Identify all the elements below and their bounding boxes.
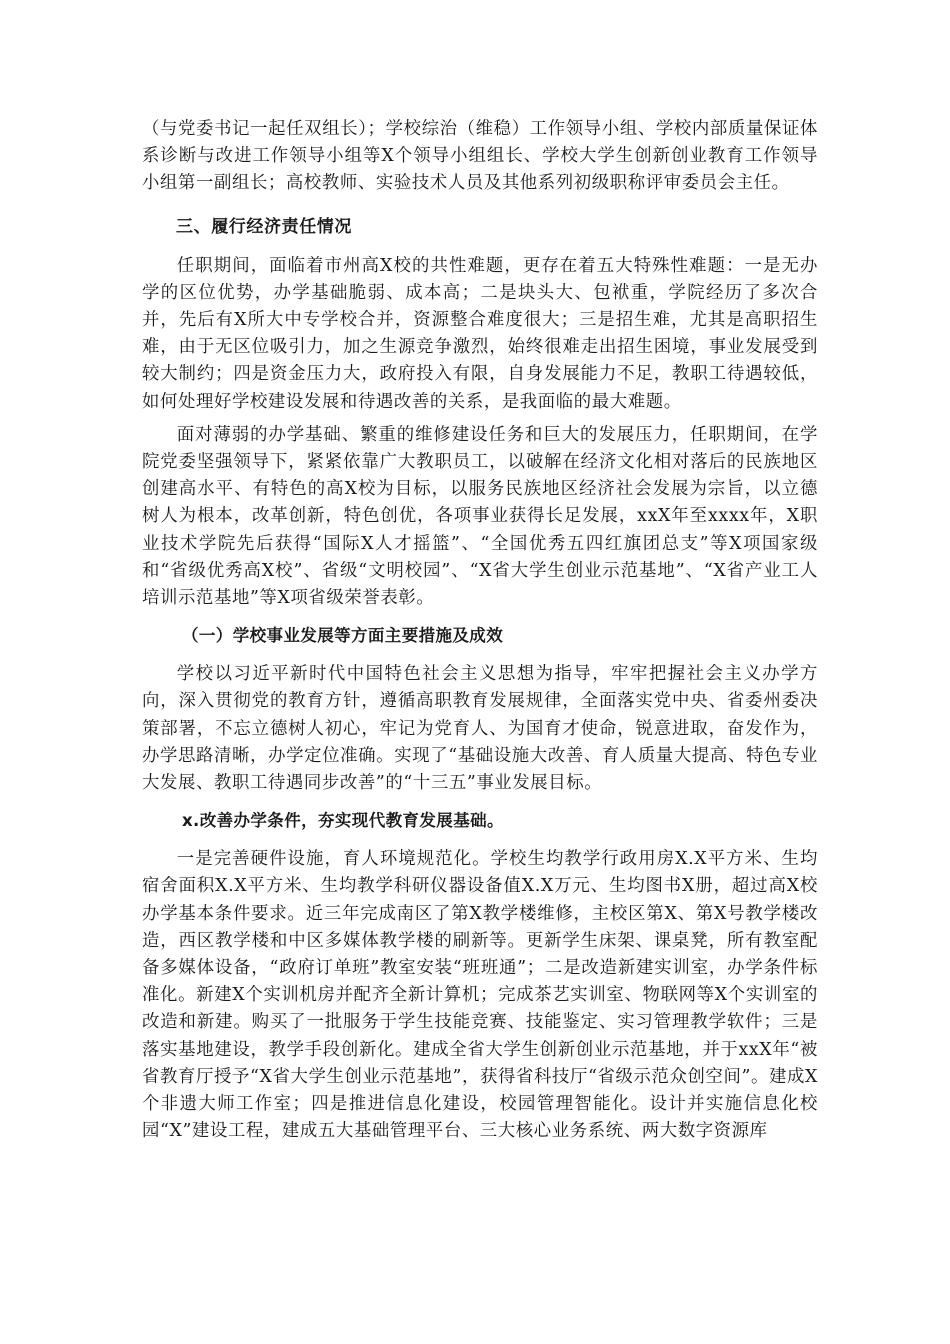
section-heading-economic-responsibility: 三、履行经济责任情况: [176, 216, 352, 237]
guidance-paragraph: 学校以习近平新时代中国特色社会主义思想为指导，牢牢把握社会主义办学方向，深入贯彻党的教育方针，遵循高职教育发展规律，全面落实党中央、省委州委决策部署，不忘立德树人初心，牢记为党育人、为国育才使命，锐意进取，奋发作为，办学思路清晰，办学定位准确。实现了“基础设施大改善、育人质量大提高、特色专业大发展、教职工待遇同步改善”的“十三五”事业发展目标。: [142, 664, 818, 794]
conditions-paragraph: 一是完善硬件设施，育人环境规范化。学校生均教学行政用房X.X平方米、生均宿舍面积X.X平方米、生均教学科研仪器设备值X.X万元、生均图书X册，超过高X校办学基本条件要求。近三年完成南区了第X教学楼维修，主校区第X、第X号教学楼改造，西区教学楼和中区多媒体教学楼的刷新等。更新学生床架、课桌凳，所有教室配备多媒体设备，“政府订单班”教室安装“班班通”；二是改造新建实训室，办学条件标准化。新建X个实训机房并配齐全新计算机；完成茶艺实训室、物联网等X个实训室的改造和新建。购买了一批服务于学生技能竞赛、技能鉴定、实习管理教学软件；三是落实基地建设，教学手段创新化。建成全省大学生创新创业示范基地，并于xxX年“被省教育厅授予“X省大学生创业示范基地”，获得省科技厅“省级示范众创空间”。建成X个非遗大师工作室；四是推进信息化建设，校园管理智能化。设计并实施信息化校园“X”建设工程，建成五大基础管理平台、三大核心业务系统、两大数字资源库: [142, 849, 818, 1142]
subsection-heading-measures: （一）学校事业发展等方面主要措施及成效: [182, 626, 504, 646]
document-page: [142, 116, 818, 1146]
item-heading-conditions: x.改善办学条件，夯实现代教育发展基础。: [182, 811, 504, 831]
response-paragraph: 面对薄弱的办学基础、繁重的维修建设任务和巨大的发展压力，任职期间，在学院党委坚强领导下，紧紧依靠广大教职员工，以破解在经济文化相对落后的民族地区创建高水平、有特色的高X校为目标，以服务民族地区经济社会发展为宗旨，以立德树人为根本，改革创新，特色创优，各项事业获得长足发展，xxX年至xxxx年，X职业技术学院先后获得“国际X人才摇篮”、“全国优秀五四红旗团总支”等X项国家级和“省级优秀高X校”、省级“文明校园”、“X省大学生创业示范基地”、“X省产业工人培训示范基地”等X项省级荣誉表彰。: [142, 424, 818, 609]
intro-paragraph: （与党委书记一起任双组长）；学校综治（维稳）工作领导小组、学校内部质量保证体系诊断与改进工作领导小组等X个领导小组组长、学校大学生创新创业教育工作领导小组第一副组长；高校教师、实验技术人员及其他系列初级职称评审委员会主任。: [142, 119, 818, 194]
difficulties-paragraph: 任职期间，面临着市州高X校的共性难题，更存在着五大特殊性难题：一是无办学的区位优势，办学基础脆弱、成本高；二是块头大、包袱重，学院经历了多次合并，先后有X所大中专学校合并，资源整合难度很大；三是招生难，尤其是高职招生难，由于无区位吸引力，加之生源竞争激烈，始终很难走出招生困境，事业发展受到较大制约；四是资金压力大，政府投入有限，自身发展能力不足，教职工待遇较低，如何处理好学校建设发展和待遇改善的关系，是我面临的最大难题。: [142, 255, 818, 412]
